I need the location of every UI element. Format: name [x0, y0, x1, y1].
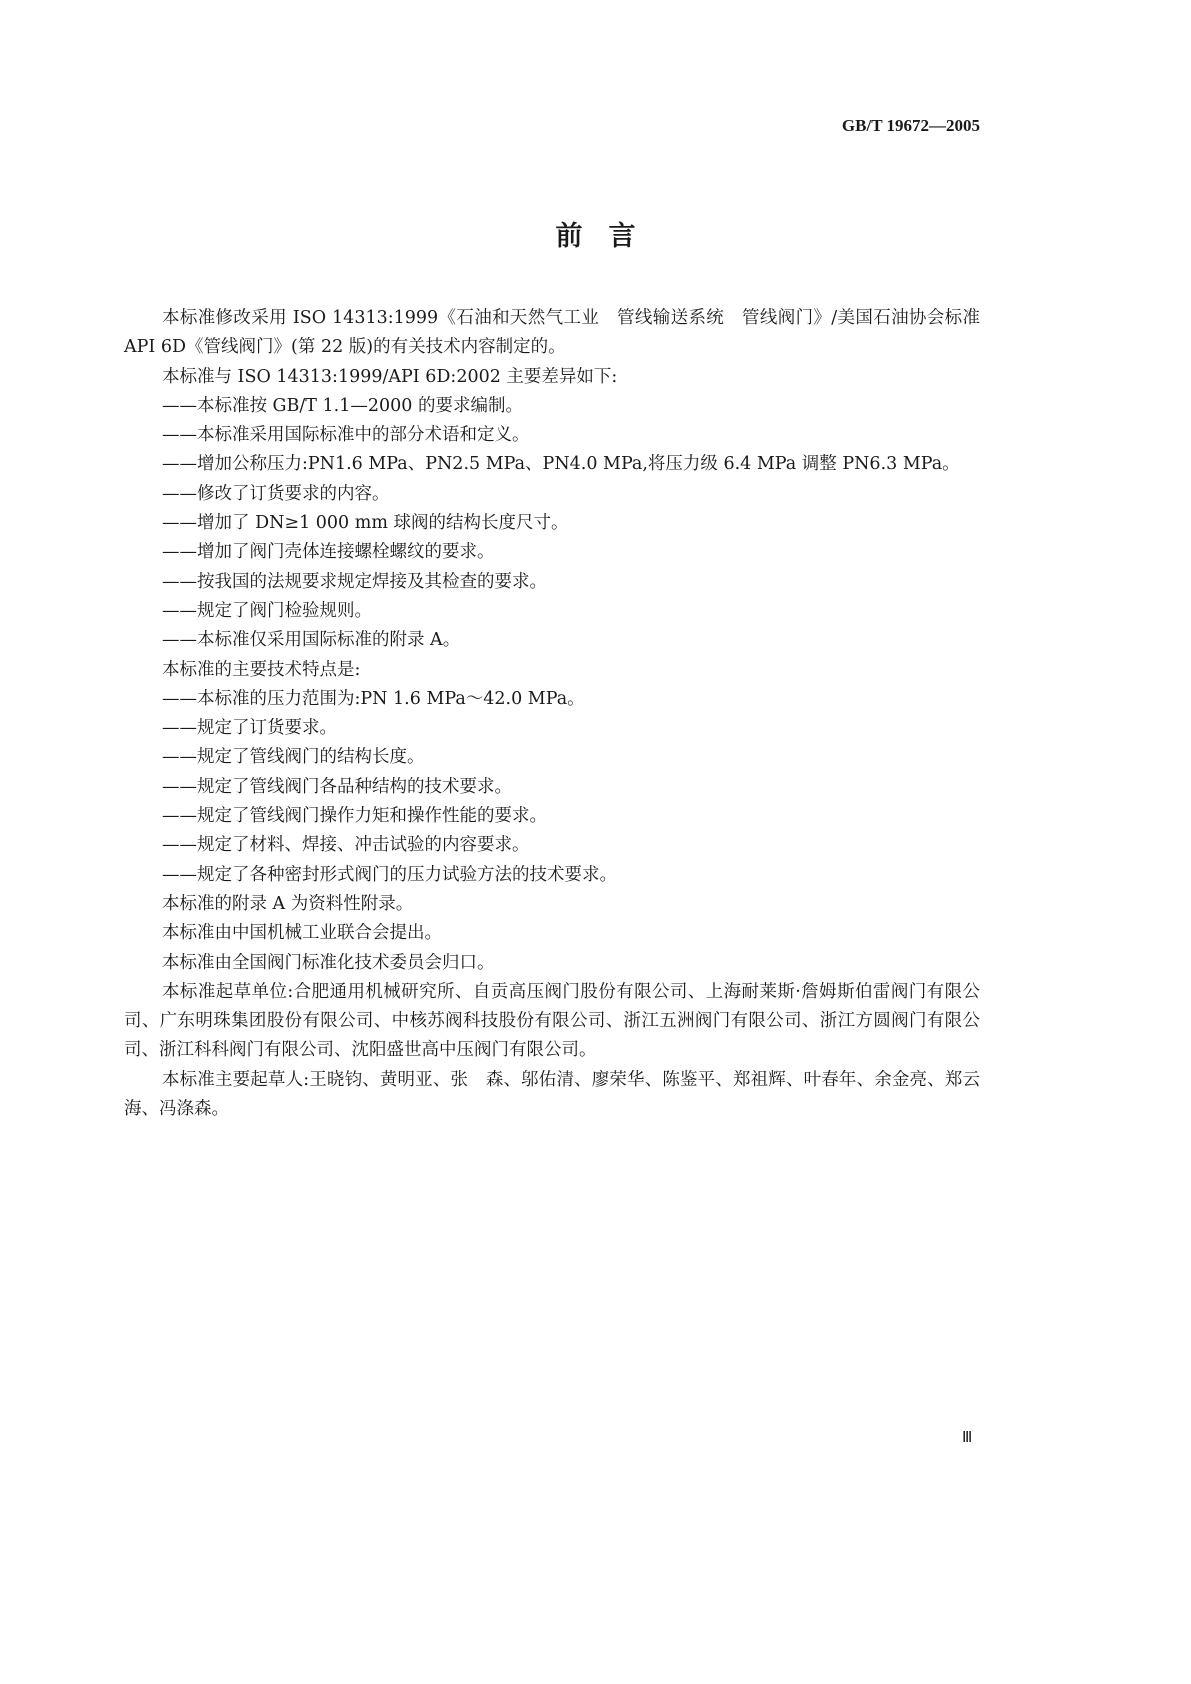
document-body [124, 304, 980, 1124]
paragraph: 本标准修改采用 ISO 14313:1999《石油和天然气工业 管线输送系统 管线阀门》/美国石油协会标准 API 6D《管线阀门》(第 22 版)的有关技术内容制定的。 [124, 308, 980, 358]
paragraph: 本标准由全国阀门标准化技术委员会归口。 [162, 952, 495, 973]
paragraph: 本标准的主要技术特点是: [162, 659, 361, 680]
list-item: ——规定了各种密封形式阀门的压力试验方法的技术要求。 [162, 864, 617, 885]
standard-number: GB/T 19672—2005 [841, 116, 980, 135]
list-item: ——本标准仅采用国际标准的附录 A。 [162, 630, 461, 651]
list-item: ——规定了管线阀门的结构长度。 [162, 747, 425, 768]
list-item: ——规定了材料、焊接、冲击试验的内容要求。 [162, 835, 530, 856]
paragraph: 本标准主要起草人:王晓钧、黄明亚、张 森、邬佑清、廖荣华、陈鉴平、郑祖辉、叶春年、余金亮、郑云海、冯涤森。 [124, 1069, 980, 1120]
list-item: ——本标准采用国际标准中的部分术语和定义。 [162, 425, 530, 446]
list-item: ——规定了管线阀门各品种结构的技术要求。 [162, 776, 512, 797]
page-number: Ⅲ [962, 1430, 973, 1446]
paragraph: 本标准的附录 A 为资料性附录。 [162, 893, 414, 914]
list-item: ——按我国的法规要求规定焊接及其检查的要求。 [162, 571, 547, 592]
list-item: ——规定了阀门检验规则。 [162, 600, 372, 621]
list-item: ——增加了阀门壳体连接螺栓螺纹的要求。 [162, 542, 495, 563]
page-title: 前言 [555, 221, 662, 252]
list-item: ——规定了订货要求。 [162, 718, 337, 739]
paragraph: 本标准与 ISO 14313:1999/API 6D:2002 主要差异如下: [162, 366, 618, 387]
list-item: ——修改了订货要求的内容。 [162, 483, 390, 504]
list-item: ——本标准的压力范围为:PN 1.6 MPa～42.0 MPa。 [162, 688, 585, 709]
list-item: ——增加了 DN≥1 000 mm 球阀的结构长度尺寸。 [162, 513, 569, 534]
paragraph: 本标准由中国机械工业联合会提出。 [162, 923, 442, 944]
list-item: ——增加公称压力:PN1.6 MPa、PN2.5 MPa、PN4.0 MPa,将压力级 6.4 MPa 调整 PN6.3 MPa。 [162, 454, 960, 475]
list-item: ——规定了管线阀门操作力矩和操作性能的要求。 [162, 806, 547, 827]
paragraph: 本标准起草单位:合肥通用机械研究所、自贡高压阀门股份有限公司、上海耐莱斯·詹姆斯伯雷阀门有限公司、广东明珠集团股份有限公司、中核苏阀科技股份有限公司、浙江五洲阀门有限公司、浙江方圆阀门有限公司、浙江科科阀门有限公司、沈阳盛世高中压阀门有限公司。 [124, 981, 980, 1061]
list-item: ——本标准按 GB/T 1.1—2000 的要求编制。 [162, 395, 523, 416]
